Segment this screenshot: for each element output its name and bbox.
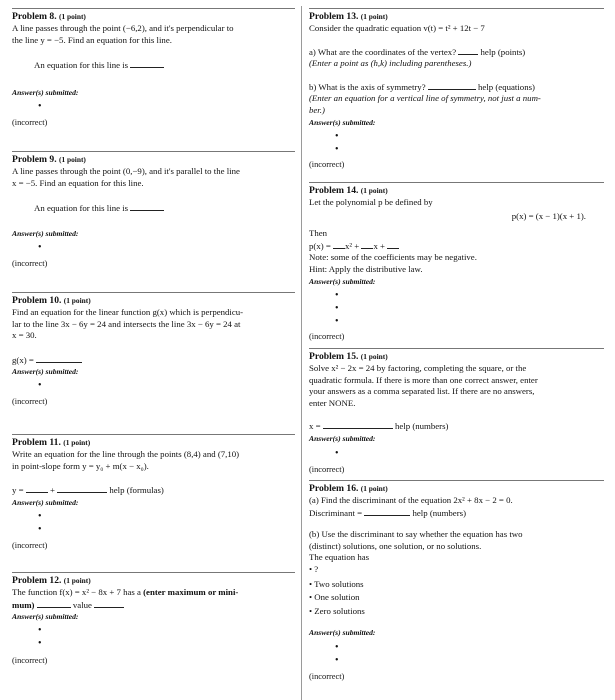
problem-text-line: enter NONE. <box>309 397 356 408</box>
solution-count-option[interactable]: • ? <box>309 563 319 574</box>
then-label: Then <box>309 228 328 239</box>
answer-bullet: • <box>335 642 339 654</box>
status-text: (incorrect) <box>309 159 345 169</box>
answer-bullet: • <box>335 302 339 314</box>
hint-text: (Enter an equation for a vertical line of symmetry, not just a num- <box>309 93 541 104</box>
answer-input[interactable] <box>130 59 164 68</box>
problem-title: Problem 12. (1 point) <box>12 575 91 586</box>
problem-13 <box>309 8 604 170</box>
answer-row <box>12 484 295 497</box>
answer-bullet: • <box>38 510 42 522</box>
problem-text-line: The equation has <box>309 552 370 563</box>
answer-bullet: • <box>335 655 339 667</box>
polynomial-definition: p(x) = (x − 1)(x + 1). <box>511 210 586 221</box>
problem-10 <box>12 292 295 407</box>
problem-divider <box>309 8 604 9</box>
problem-divider <box>309 348 604 349</box>
problem-title: Problem 13. (1 point) <box>309 11 388 22</box>
solution-count-option[interactable]: • Two solutions <box>309 578 364 589</box>
answers-submitted-label: Answer(s) submitted: <box>12 228 79 238</box>
problem-text-line: A line passes through the point (−6,2), and it's perpendicular to <box>12 23 234 33</box>
answer-bullet: • <box>38 380 42 392</box>
status-text: (incorrect) <box>12 117 48 127</box>
answer-bullet: • <box>335 289 339 301</box>
problem-15 <box>309 348 604 475</box>
answer-row: a) What are the coordinates of the vertex? help (points) <box>309 46 526 57</box>
extremum-value-input[interactable] <box>94 599 124 608</box>
answer-row: x = help (numbers) <box>309 421 449 432</box>
constant-input[interactable] <box>387 240 399 249</box>
answer-row: b) What is the axis of symmetry? help (equations) <box>309 81 535 92</box>
problem-divider <box>12 292 295 293</box>
answers-submitted-label: Answer(s) submitted: <box>12 87 79 97</box>
answers-submitted-label: Answer(s) submitted: <box>309 117 376 127</box>
problem-text-line: Find an equation for the linear function g(x) which is perpendicu- <box>12 307 244 317</box>
problem-text-line: (b) Use the discriminant to say whether the equation has two <box>309 529 523 540</box>
answer-bullet: • <box>335 130 339 142</box>
column-divider <box>301 6 302 700</box>
problem-text-line: Solve x² − 2x = 24 by factoring, completing the square, or the <box>309 363 527 373</box>
answer-bullet: • <box>335 447 339 459</box>
problem-title: Problem 10. (1 point) <box>12 295 91 306</box>
problem-text-line: lar to the line 3x − 6y = 24 and intersects the line 3x − 6y = 24 at <box>12 318 241 329</box>
answers-submitted-label: Answer(s) submitted: <box>309 276 376 286</box>
answer-bullet: • <box>38 523 42 535</box>
problem-text-line: Write an equation for the line through the points (8,4) and (7,10) <box>12 449 240 459</box>
status-text: (incorrect) <box>12 656 48 666</box>
status-text: (incorrect) <box>309 672 345 682</box>
discriminant-input[interactable] <box>364 507 410 516</box>
problem-text-line: A line passes through the point (0,−9), and it's parallel to the line <box>12 166 240 176</box>
answer-bullet: • <box>38 100 42 112</box>
hint-text: ber.) <box>309 104 325 115</box>
problem-text-line: The function f(x) = x² − 8x + 7 has a (enter maximum or mini- <box>12 587 239 597</box>
problem-9 <box>12 151 295 269</box>
answer-bullet: • <box>335 315 339 327</box>
status-text: (incorrect) <box>12 540 48 550</box>
problem-text-line: quadratic formula. If there is more than one correct answer, enter <box>309 374 538 385</box>
answer-label: g(x) = <box>12 354 34 365</box>
answer-bullet: • <box>38 241 42 253</box>
answer-label: An equation for this line is <box>34 60 129 71</box>
status-text: (incorrect) <box>309 464 345 474</box>
status-text: (incorrect) <box>12 258 48 268</box>
answer-row <box>12 202 295 215</box>
hint-text: Hint: Apply the distributive law. <box>309 263 423 274</box>
problem-text-line: your answers as a comma separated list. If there are no answers, <box>309 386 535 397</box>
extremum-type-input[interactable] <box>37 599 71 608</box>
problem-title: Problem 14. (1 point) <box>309 185 388 196</box>
problem-text-line: x = −5. Find an equation for this line. <box>12 177 144 188</box>
answer-bullet: • <box>38 625 42 637</box>
help-numbers-link[interactable]: help (numbers) <box>412 507 466 518</box>
help-formulas-link[interactable]: help (formulas) <box>109 485 164 496</box>
answers-submitted-label: Answer(s) submitted: <box>309 433 376 443</box>
problem-text-line: in point-slope form y = y₀ + m(x − x₀). <box>12 460 149 471</box>
problem-divider <box>309 182 604 183</box>
help-numbers-link[interactable]: help (numbers) <box>394 421 449 432</box>
note-text: Note: some of the coefficients may be negative. <box>309 252 477 263</box>
problem-text-line: the line y = −5. Find an equation for this line. <box>12 34 172 45</box>
problem-8 <box>12 8 295 128</box>
answer-row: mum) value <box>12 599 295 612</box>
status-text: (incorrect) <box>309 331 345 341</box>
point-input[interactable] <box>26 484 48 493</box>
plus-sign: + <box>49 485 55 496</box>
problem-12 <box>12 572 295 666</box>
solution-count-option[interactable]: • One solution <box>309 592 360 603</box>
problem-title: Problem 9. (1 point) <box>12 154 86 165</box>
problem-divider <box>12 572 295 573</box>
problem-divider <box>12 8 295 9</box>
answer-row <box>12 354 295 367</box>
hint-text: (Enter a point as (h,k) including parentheses.) <box>309 58 472 69</box>
problem-title: Problem 15. (1 point) <box>309 351 388 362</box>
answer-bullet: • <box>38 638 42 650</box>
answer-row: Discriminant = help (numbers) <box>309 507 466 518</box>
answers-submitted-label: Answer(s) submitted: <box>12 497 79 507</box>
answer-prefix: y = <box>12 485 24 496</box>
problem-title: Problem 8. (1 point) <box>12 11 86 22</box>
problem-title: Problem 11. (1 point) <box>12 437 91 448</box>
problem-divider <box>12 434 295 435</box>
help-equations-link[interactable]: help (equations) <box>478 81 535 92</box>
answer-input[interactable] <box>130 202 164 211</box>
answer-label: An equation for this line is <box>34 203 129 214</box>
answer-input[interactable] <box>36 354 82 363</box>
answer-bullet: • <box>335 143 339 155</box>
problem-text-line: Let the polynomial p be defined by <box>309 197 433 207</box>
problem-text-line: (a) Find the discriminant of the equation 2x² + 8x − 2 = 0. <box>309 495 513 505</box>
answers-submitted-label: Answer(s) submitted: <box>12 367 79 377</box>
problem-text-line: Consider the quadratic equation v(t) = t² + 12t − 7 <box>309 23 485 33</box>
solutions-input[interactable] <box>323 420 393 429</box>
problem-text-line: x = 30. <box>12 330 37 341</box>
problem-text-line: (distinct) solutions, one solution, or no solutions. <box>309 540 482 551</box>
answer-row: p(x) = x² + x + <box>309 240 604 253</box>
solution-count-option[interactable]: • Zero solutions <box>309 605 365 616</box>
slope-term-input[interactable] <box>57 484 107 493</box>
x2-coefficient-input[interactable] <box>333 240 345 249</box>
problem-16 <box>309 480 604 682</box>
help-points-link[interactable]: help (points) <box>480 46 526 57</box>
problem-divider <box>309 480 604 481</box>
status-text: (incorrect) <box>12 397 48 407</box>
x-coefficient-input[interactable] <box>361 240 373 249</box>
vertex-input[interactable] <box>458 46 478 55</box>
answers-submitted-label: Answer(s) submitted: <box>12 612 79 622</box>
answers-submitted-label: Answer(s) submitted: <box>309 628 376 638</box>
problem-14 <box>309 182 604 342</box>
problem-title: Problem 16. (1 point) <box>309 483 388 494</box>
problem-11 <box>12 434 295 551</box>
answer-row <box>12 59 295 72</box>
problem-divider <box>12 151 295 152</box>
axis-input[interactable] <box>428 81 476 90</box>
